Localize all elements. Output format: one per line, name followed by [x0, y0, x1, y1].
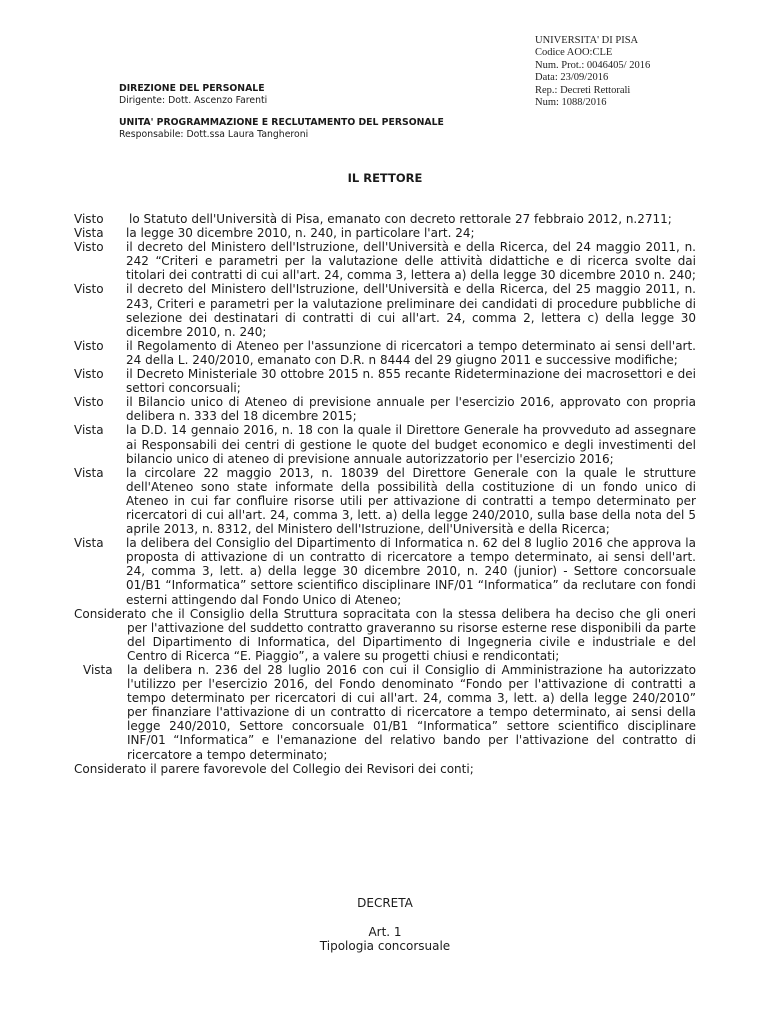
dirigente-line: Dirigente: Dott. Ascenzo Farenti: [119, 94, 268, 106]
unita-heading: UNITA' PROGRAMMAZIONE E RECLUTAMENTO DEL PERSONALE: [119, 117, 444, 128]
protocol-stamp: [535, 35, 650, 109]
considerato-item: [74, 607, 696, 663]
premise-text: la legge 30 dicembre 2010, n. 240, in particolare l'art. 24;: [126, 226, 475, 241]
premise-keyword: Vista: [74, 423, 104, 438]
premise-keyword: Vista: [74, 226, 104, 241]
unit-block: [119, 117, 444, 140]
premise-keyword: Visto: [74, 395, 104, 410]
premise-item: [74, 339, 696, 367]
premise-item: [74, 536, 696, 606]
premise-item: [74, 367, 696, 395]
responsabile-line: Responsabile: Dott.ssa Laura Tangheroni: [119, 128, 309, 140]
considerato-text: il parere favorevole del Collegio dei Revisori dei conti;: [150, 761, 474, 776]
premise-text: la D.D. 14 gennaio 2016, n. 18 con la quale il Direttore Generale ha provveduto ad assegnare ai Responsabili dei centri di gestione le quote del budget economico e degli investimenti del bilancio unico di ateneo di previsione annuale autorizzatorio per l'esercizio 2016;: [126, 423, 696, 466]
stamp-university: UNIVERSITA' DI PISA: [535, 35, 639, 46]
document-title: IL RETTORE: [347, 171, 423, 185]
premise-item: [74, 240, 696, 282]
article-title: Tipologia concorsuale: [319, 939, 451, 953]
premise-item: [74, 466, 696, 536]
department-block: [119, 83, 267, 106]
considerato-item: [74, 762, 696, 776]
article-number: Art. 1: [368, 925, 402, 939]
considerato-keyword: Considerato: [74, 606, 147, 621]
premise-keyword: Vista: [74, 536, 104, 551]
premise-text: il Bilancio unico di Ateneo di previsione annuale per l'esercizio 2016, approvato con propria delibera n. 333 del 18 dicembre 2015;: [126, 395, 696, 424]
stamp-aoo-code: Codice AOO:CLE: [535, 47, 613, 59]
premise-item: [74, 395, 696, 423]
direzione-heading: DIREZIONE DEL PERSONALE: [119, 83, 265, 94]
premise-keyword: Vista: [74, 465, 104, 480]
vista-final-item: [74, 663, 696, 762]
vista-final-keyword: Vista: [83, 663, 113, 677]
premise-keyword: Visto: [74, 240, 104, 255]
premise-text: il Decreto Ministeriale 30 ottobre 2015 n. 855 recante Rideterminazione dei macrosettori e dei settori concorsuali;: [126, 367, 696, 396]
premise-keyword: Visto: [74, 212, 104, 226]
stamp-protocol-number: Num. Prot.: 0046405/ 2016: [535, 59, 651, 71]
premise-item: [74, 226, 696, 240]
stamp-date: Data: 23/09/2016: [535, 72, 609, 84]
premise-item: [74, 282, 696, 338]
stamp-decree-number: Num: 1088/2016: [535, 97, 607, 109]
premise-text: la delibera del Consiglio del Dipartimento di Informatica n. 62 del 8 luglio 2016 che approva la proposta di attivazione di un contratto di ricercatore a tempo determinato, ai sensi dell'art. 24, comma 3, lett. a) della legge 30 dicembre 2010, n. 240 (junior) - Settore concorsuale 01/B1 “Informatica” settore scientifico disciplinare INF/01 “Informatica” da reclutare con fondi esterni attingendo dal Fondo Unico di Ateneo;: [126, 536, 696, 607]
premise-text: il decreto del Ministero dell'Istruzione, dell'Università e della Ricerca, del 25 maggio 2011, n. 243, Criteri e parametri per la valutazione preliminare dei candidati di procedure pubbliche di selezione dei destinatari di contratti di cui all'art. 24, comma 2, lettera c) della legge 30 dicembre 2010, n. 240;: [126, 282, 696, 339]
decreta-heading: DECRETA: [357, 896, 413, 910]
premise-keyword: Visto: [74, 282, 104, 297]
vista-final-text: la delibera n. 236 del 28 luglio 2016 con cui il Consiglio di Amministrazione ha autorizzato l'utilizzo per l'esercizio 2016, del Fondo denominato “Fondo per l'attivazione di contratti a tempo determinato per ricercatori di cui all'art. 24, comma 3, lett. a) della legge 240/2010” per finanziare l'attivazione di un contratto di ricercatore a tempo determinato, ai sensi della legge 240/2010, Settore concorsuale 01/B1 “Informatica” settore scientifico disciplinare INF/01 “Informatica” e l'emanazione del relativo bando per l'attivazione del contratto di ricercatore a tempo determinato;: [127, 663, 696, 762]
premise-item: [74, 212, 696, 226]
stamp-register: Rep.: Decreti Rettorali: [535, 84, 631, 96]
considerato-keyword: Considerato: [74, 761, 147, 776]
premise-text: lo Statuto dell'Università di Pisa, emanato con decreto rettorale 27 febbraio 2012, n.2711;: [129, 212, 672, 226]
considerato-text: che il Consiglio della Struttura sopracitata con la stessa delibera ha deciso che gli oneri per l'attivazione del suddetto contratto graveranno su risorse esterne rese disponibili da parte del Dipartimento di Informatica, del Dipartimento di Ingegneria civile e industriale e del Centro di Ricerca “E. Piaggio”, a valere su progetti chiusi e rendicontati;: [127, 606, 696, 663]
premise-text: il Regolamento di Ateneo per l'assunzione di ricercatori a tempo determinato ai sensi dell'art. 24 della L. 240/2010, emanato con D.R. n 8444 del 29 giugno 2011 e successive modifiche;: [126, 338, 696, 367]
premise-text: la circolare 22 maggio 2013, n. 18039 del Direttore Generale con la quale le strutture dell'Ateneo sono state informate della possibilità della costituzione di un fondo unico di Ateneo in cui far confluire risorse utili per attivazione di contratti a tempo determinato per ricercatori di cui all'art. 24, comma 3, lett. a) della legge 240/2010, sulla base della nota del 5 aprile 2013, n. 8312, del Ministero dell'Istruzione, dell'Università e della Ricerca;: [126, 465, 696, 537]
premise-keyword: Visto: [74, 338, 104, 353]
premise-text: il decreto del Ministero dell'Istruzione, dell'Università e della Ricerca, del 24 maggio 2011, n. 242 “Criteri e parametri per la valutazione delle attività didattiche e di ricerca svolte dai titolari dei contratti di cui all'art. 24, comma 3, lettera a) della legge 30 dicembre 2010 n. 240;: [126, 240, 696, 283]
premise-keyword: Visto: [74, 367, 104, 382]
premise-item: [74, 423, 696, 465]
premises-section: [74, 212, 696, 776]
